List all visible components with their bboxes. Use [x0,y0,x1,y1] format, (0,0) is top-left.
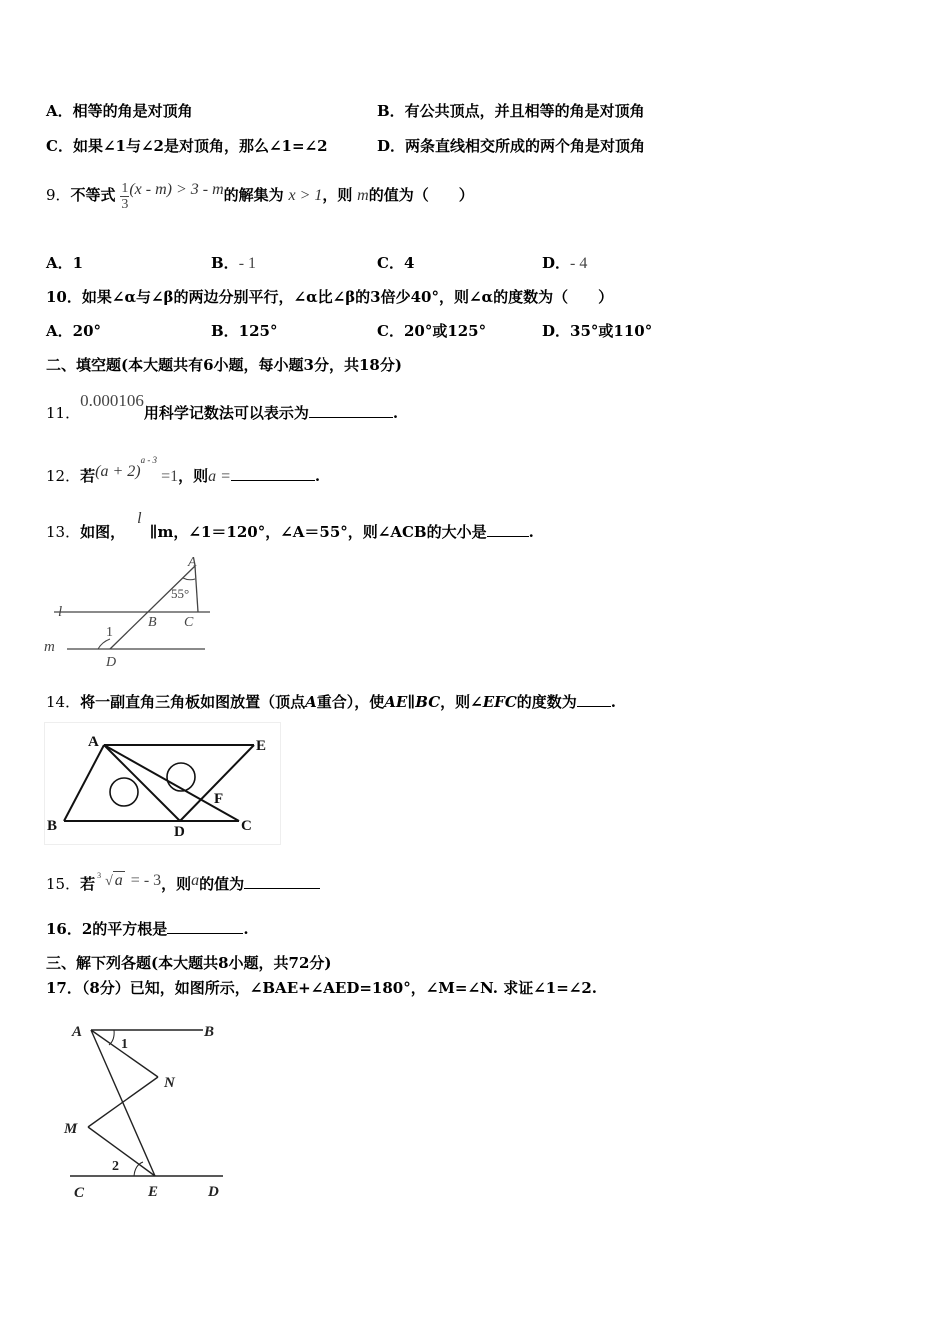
q15-pre: 若 [80,875,96,893]
q13-label-l: l [58,604,63,620]
q10-option-b: B．125° [211,322,278,340]
q15-equals: = - 3 [130,872,162,889]
q9-solution: x > 1 [288,187,323,204]
q11-decimal: 0.000106 [80,391,144,410]
q9-var: m [357,187,369,204]
q14-label-e: E [256,738,267,754]
q13-blank[interactable] [487,522,529,537]
q9-opt-b-label: B． [211,254,239,272]
q14-parallel: AE∥BC [384,693,441,711]
q9-opt-b-val: - 1 [238,255,257,272]
q8-option-b: B．有公共顶点，并且相等的角是对顶角 [377,102,645,120]
q13-label-55: 55° [171,586,190,601]
q15-stem [46,860,320,904]
q15-number: 15． [46,875,81,893]
q15-radicand: a [114,872,123,889]
q10-stem: 10．如果∠α与∠β的两边分别平行，∠α比∠β的3倍少40°，则∠α的度数为（ ） [46,288,614,306]
q13-label-a: A [188,555,197,570]
q14-label-d: D [174,824,185,840]
q13-number: 13． [46,523,81,541]
q12-var: a = [208,468,231,485]
q17-label-2: 2 [112,1159,119,1174]
q9-frac-num: 1 [121,180,129,196]
q9-option-d [542,253,587,274]
q14-pre: 将一副直角三角板如图放置（顶点 [80,693,306,711]
q9-option-c [377,253,414,273]
q9-mid: 的解集为 [223,186,284,204]
q14-blank[interactable] [577,692,611,707]
q11-end: . [392,404,399,422]
q12-blank[interactable] [231,466,315,481]
q16-stem [46,919,249,939]
q14-post: 的度数为 [516,693,577,711]
q11-number: 11． [46,404,81,422]
q8-option-d: D．两条直线相交所成的两个角是对顶角 [377,137,646,155]
q9-frac-den: 3 [121,196,129,212]
q17-label-e: E [148,1184,159,1200]
q14-label-a: A [88,734,99,750]
q14-vertex-a: A [305,693,317,711]
q9-expr: (x - m) > 3 - m [129,181,224,198]
q9-opt-d-val: - 4 [570,255,588,272]
q9-option-a [46,253,83,273]
q15-root-sign: √ [105,874,113,889]
q9-stem [46,174,474,212]
q9-option-b [211,253,256,274]
q13-segment-da [110,566,195,649]
q12-mid: ，则 [178,467,209,485]
q13-end: . [528,523,534,541]
q14-circle-right [167,763,195,791]
q15-radical [95,860,125,902]
q14-segment-ac [104,745,239,821]
q14-stem [46,692,616,712]
q14-number: 14． [46,693,81,711]
q12-base: (a + 2) [95,463,141,480]
q15-post: 的值为 [199,875,245,893]
q9-opt-c-val: 4 [403,254,415,272]
q14-angle-efc: EFC [482,693,517,711]
q17-label-a: A [72,1024,83,1040]
q13-label-c: C [184,615,194,630]
q14-figure [44,722,282,846]
q9-number: 9． [46,186,71,204]
q16-end: . [243,920,249,938]
q11-stem [46,379,398,435]
q15-blank[interactable] [244,874,320,889]
q9-opt-a-label: A． [46,254,73,272]
q13-stem [46,497,534,554]
q13-segment-ac [195,566,198,612]
q8-option-a: A．相等的角是对顶角 [46,102,193,120]
q17-label-c: C [74,1185,85,1201]
q9-opt-c-label: C． [377,254,404,272]
q12-number: 12． [46,467,81,485]
q11-blank[interactable] [309,403,393,418]
q8-option-c: C．如果∠1与∠2是对顶角，那么∠1=∠2 [46,137,328,155]
q13-angle-a-arc [183,578,195,580]
q14-mid2: ，则∠ [440,693,483,711]
q14-label-f: F [214,791,224,807]
q9-comma: ，则 [322,186,353,204]
q10-option-c: C．20°或125° [377,322,487,340]
q14-circle-left [110,778,138,806]
q17-label-m: M [64,1121,78,1137]
q16-blank[interactable] [167,919,243,934]
q12-equals: =1 [161,468,179,485]
q17-stem: 17．（8分）已知，如图所示，∠BAE+∠AED=180°，∠M=∠N. 求证∠1=∠2. [46,979,598,997]
q10-option-a: A．20° [46,322,102,340]
q13-angle-1-arc [98,639,110,649]
q9-fraction [120,181,129,212]
q12-exponent: a - 3 [140,455,158,465]
q12-end: . [314,467,321,485]
q14-segment-ab [64,745,104,821]
q9-opt-a-val: 1 [72,254,84,272]
q17-label-n: N [164,1075,175,1091]
q14-label-b: B [47,818,58,834]
q13-label-1: 1 [106,625,113,640]
section-2-heading: 二、填空题(本大题共有6小题，每小题3分，共18分) [46,356,402,374]
q15-mid: ，则 [161,875,192,893]
q12-stem [46,440,320,497]
q14-end: . [610,693,617,711]
q9-post: 的值为（ ） [368,186,474,204]
q15-var: a [191,872,200,889]
q13-text: ∥m，∠1＝120°，∠A＝55°，则∠ACB的大小是 [149,523,487,541]
q9-pre: 不等式 [70,186,116,204]
q11-text: 用科学记数法可以表示为 [143,404,309,422]
q13-label-b: B [148,615,157,630]
q13-pre: 如图， [80,523,126,541]
q13-figure [40,548,220,673]
q17-figure [58,1015,238,1205]
q14-mid: 重合），使 [316,693,385,711]
q17-label-d: D [208,1184,219,1200]
q17-label-1: 1 [121,1037,128,1052]
q10-option-d: D．35°或110° [542,322,653,340]
q13-label-d: D [106,655,117,670]
q15-root-index: 3 [97,871,102,880]
q14-label-c: C [241,818,252,834]
q12-pre: 若 [80,467,96,485]
q16-text: 16．2的平方根是 [46,920,168,938]
q13-label-m: m [44,639,55,655]
q17-label-b: B [204,1024,215,1040]
q9-opt-d-label: D． [542,254,571,272]
q13-line-l: l [137,510,142,527]
section-3-heading: 三、解下列各题(本大题共8小题，共72分) [46,954,332,972]
